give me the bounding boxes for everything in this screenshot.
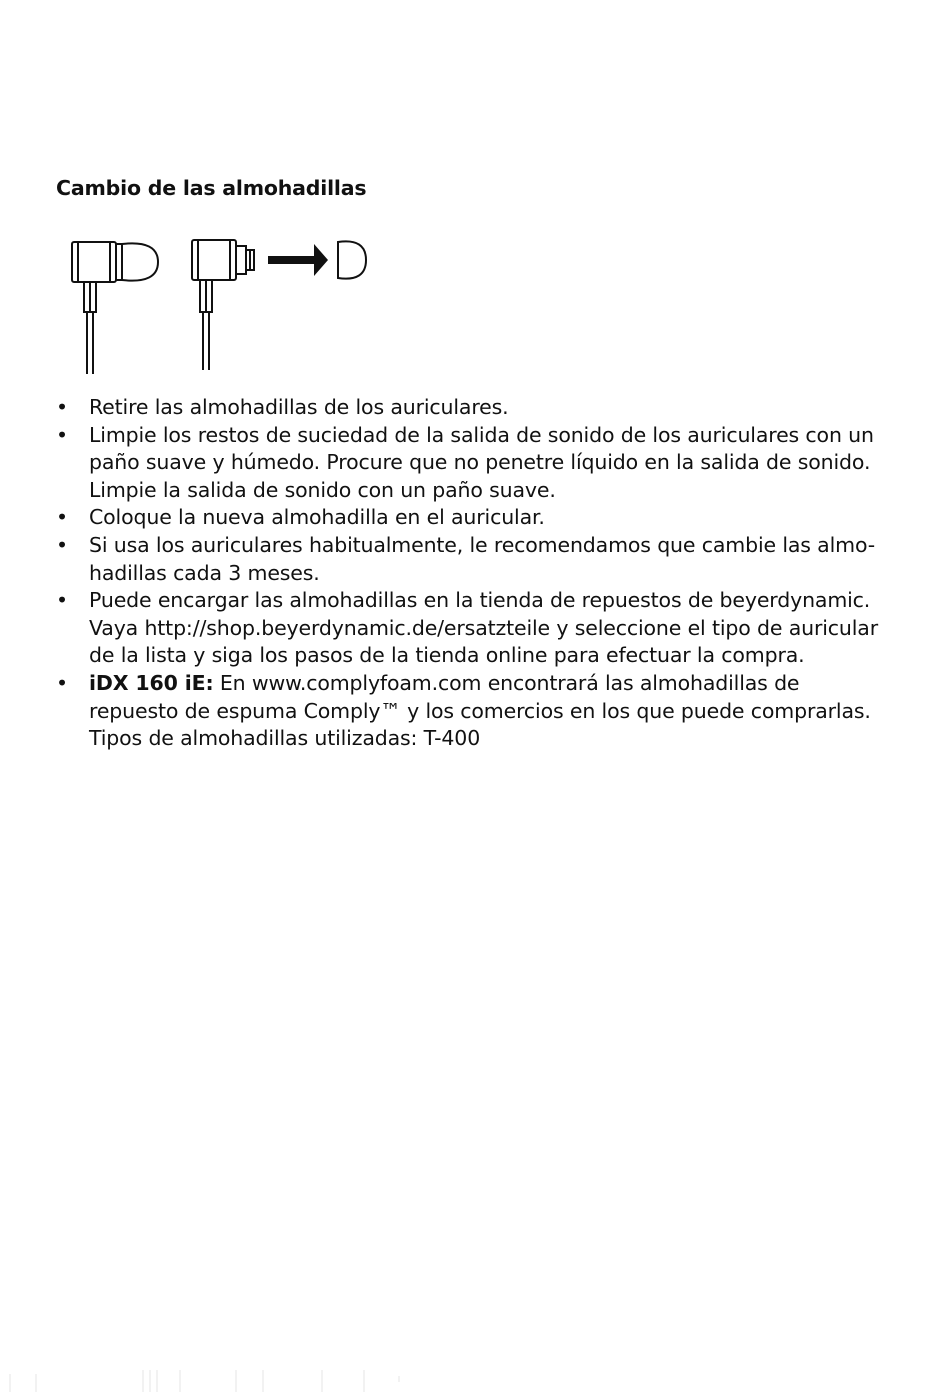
ear-tip-replacement-illustration	[60, 232, 380, 382]
arrow-right-icon	[268, 244, 328, 276]
ear-tip-icon	[338, 241, 366, 278]
list-item-text: Puede encargar las almohadillas en la tienda de repuestos de beyerdynamic. Vaya http://shop.beyerdynamic.de/ersatzteile y seleccione el tipo de auricular de la lista y siga los pasos de la tienda online para efectuar la compra.	[89, 588, 878, 668]
list-item-text: Limpie los restos de suciedad de la salida de sonido de los auriculares con un paño suave y húmedo. Procure que no penetre líquido en la salida de sonido. Limpie la salida de sonido con un paño suave.	[89, 422, 874, 502]
list-item	[56, 422, 886, 505]
list-item	[56, 532, 886, 587]
product-model-label: iDX 160 iE:	[89, 670, 214, 695]
list-item-text: Retire las almohadillas de los auriculares.	[89, 395, 509, 419]
list-item	[56, 670, 886, 753]
list-item	[56, 504, 886, 532]
earphone-with-tip-icon	[72, 242, 158, 374]
list-item-text: En www.complyfoam.com encontrará las almohadillas de repuesto de espuma Comply™ y los comercios en los que puede comprarlas.	[89, 670, 871, 723]
list-item	[56, 394, 886, 422]
bullet-symbol: •	[56, 532, 68, 557]
list-item-text: Si usa los auriculares habitualmente, le recomendamos que cambie las almo-hadillas cada 3 meses.	[89, 532, 875, 585]
list-item	[56, 587, 886, 670]
bullet-symbol: •	[56, 505, 68, 530]
section-title: Cambio de las almohadillas	[56, 176, 367, 200]
bullet-symbol: •	[56, 422, 68, 447]
bullet-symbol: •	[56, 588, 68, 613]
earphone-without-tip-icon	[192, 240, 254, 370]
bullet-symbol: •	[56, 395, 68, 419]
bullet-symbol: •	[56, 670, 68, 695]
instruction-list	[56, 394, 886, 753]
crop-marks	[0, 1370, 950, 1392]
ear-tip-type-text: Tipos de almohadillas utilizadas: T-400	[89, 726, 481, 751]
list-item-text: Coloque la nueva almohadilla en el auricular.	[89, 505, 545, 530]
